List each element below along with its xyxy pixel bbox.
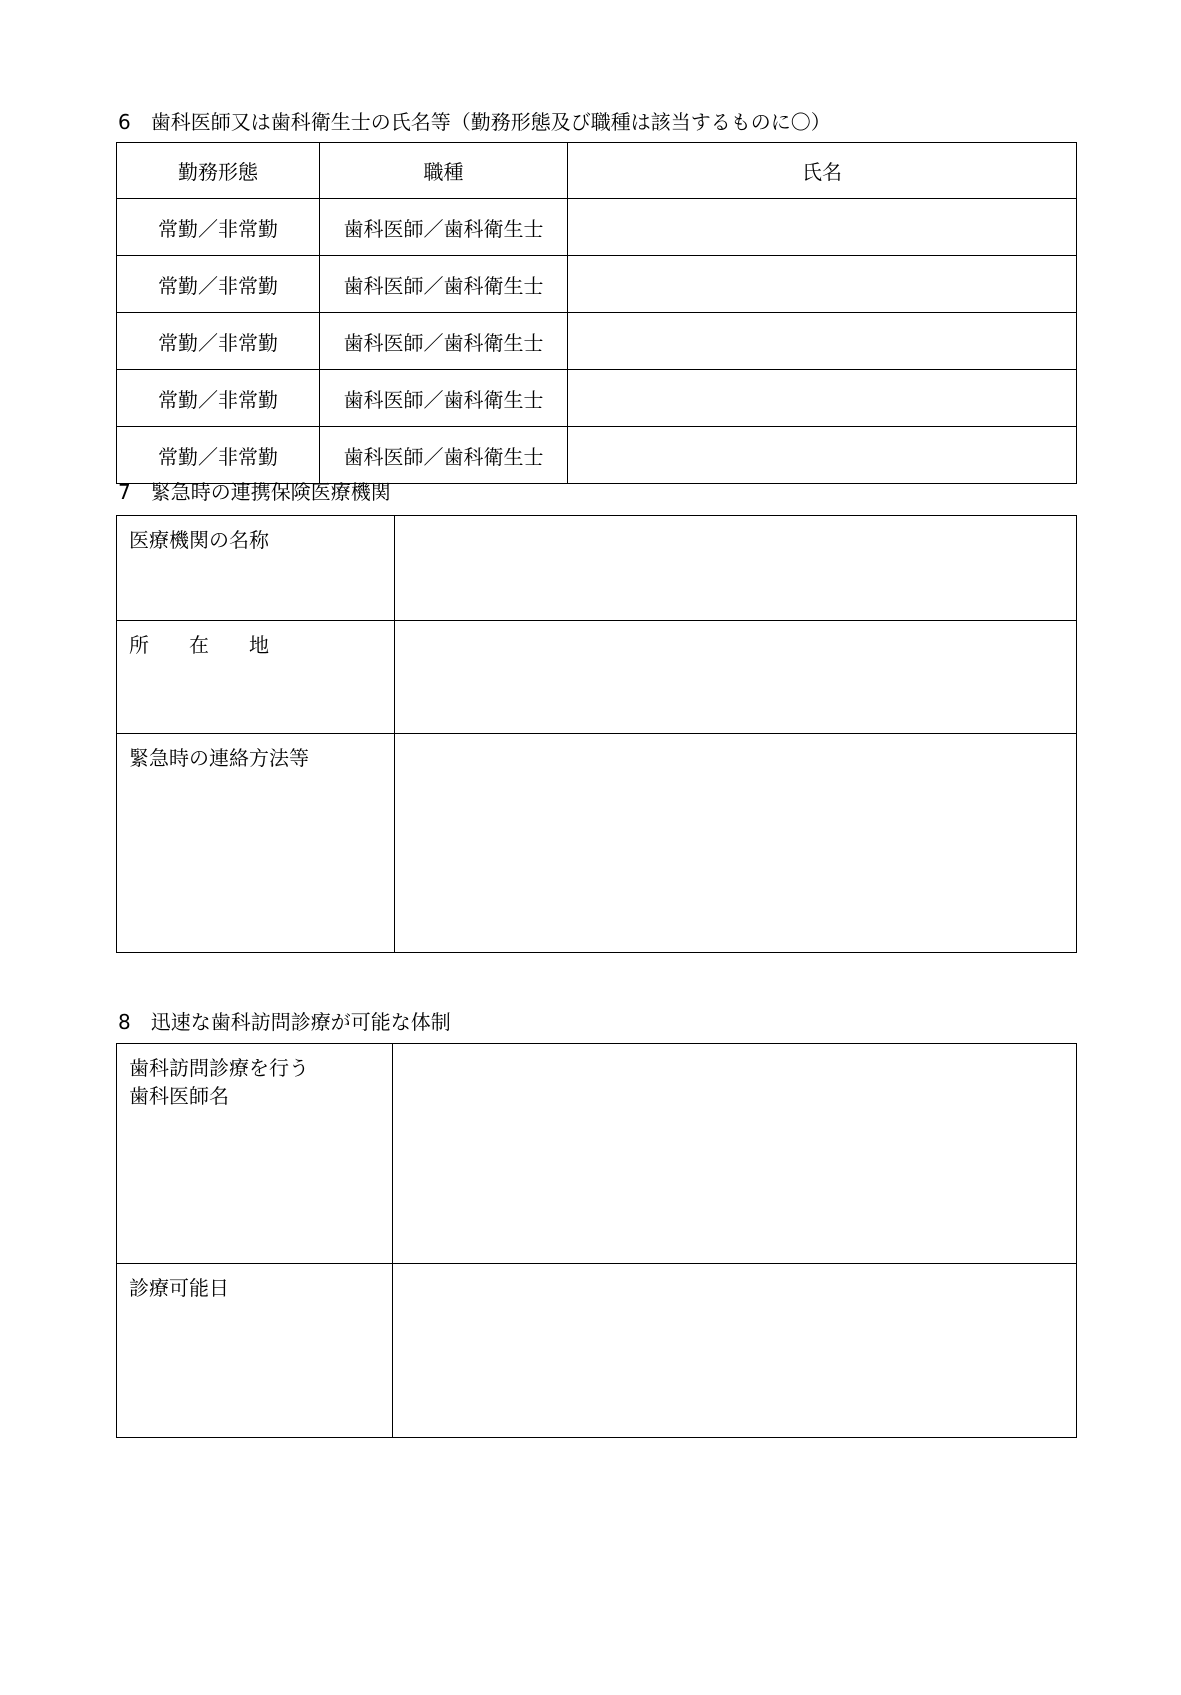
available-days-label: 診療可能日 — [117, 1264, 393, 1438]
staff-table — [116, 142, 1077, 484]
emergency-institution-table — [116, 515, 1077, 953]
visiting-dentist-label-line2: 歯科医師名 — [129, 1084, 229, 1108]
table-row — [117, 734, 1077, 953]
name-cell[interactable] — [568, 256, 1077, 313]
staff-table-header — [117, 143, 1077, 199]
profession-cell[interactable]: 歯科医師／歯科衛生士 — [320, 199, 568, 256]
employment-cell[interactable]: 常勤／非常勤 — [117, 370, 320, 427]
name-cell[interactable] — [568, 370, 1077, 427]
institution-name-field[interactable] — [395, 516, 1077, 621]
table-row — [117, 621, 1077, 734]
table-row — [117, 199, 1077, 256]
profession-cell[interactable]: 歯科医師／歯科衛生士 — [320, 370, 568, 427]
name-cell[interactable] — [568, 427, 1077, 484]
section6-title: 6 歯科医師又は歯科衛生士の氏名等（勤務形態及び職種は該当するものに〇） — [118, 110, 831, 134]
home-visit-table — [116, 1043, 1077, 1438]
available-days-field[interactable] — [393, 1264, 1077, 1438]
table-row — [117, 370, 1077, 427]
header-name: 氏名 — [568, 143, 1077, 199]
table-row — [117, 516, 1077, 621]
section7-title: 7 緊急時の連携保険医療機関 — [118, 480, 391, 504]
visiting-dentist-label — [117, 1044, 393, 1264]
table-row — [117, 1044, 1077, 1264]
table-row — [117, 256, 1077, 313]
employment-cell[interactable]: 常勤／非常勤 — [117, 427, 320, 484]
section8-title: 8 迅速な歯科訪問診療が可能な体制 — [118, 1010, 451, 1034]
employment-cell[interactable]: 常勤／非常勤 — [117, 199, 320, 256]
profession-cell[interactable]: 歯科医師／歯科衛生士 — [320, 256, 568, 313]
employment-cell[interactable]: 常勤／非常勤 — [117, 313, 320, 370]
table-row — [117, 427, 1077, 484]
institution-name-label: 医療機関の名称 — [117, 516, 395, 621]
name-cell[interactable] — [568, 313, 1077, 370]
visiting-dentist-field[interactable] — [393, 1044, 1077, 1264]
address-field[interactable] — [395, 621, 1077, 734]
emergency-contact-label: 緊急時の連絡方法等 — [117, 734, 395, 953]
table-row — [117, 1264, 1077, 1438]
profession-cell[interactable]: 歯科医師／歯科衛生士 — [320, 313, 568, 370]
address-label: 所在地 — [117, 621, 395, 734]
emergency-contact-field[interactable] — [395, 734, 1077, 953]
name-cell[interactable] — [568, 199, 1077, 256]
header-employment: 勤務形態 — [117, 143, 320, 199]
employment-cell[interactable]: 常勤／非常勤 — [117, 256, 320, 313]
visiting-dentist-label-line1: 歯科訪問診療を行う — [129, 1056, 309, 1080]
header-profession: 職種 — [320, 143, 568, 199]
profession-cell[interactable]: 歯科医師／歯科衛生士 — [320, 427, 568, 484]
table-row — [117, 313, 1077, 370]
